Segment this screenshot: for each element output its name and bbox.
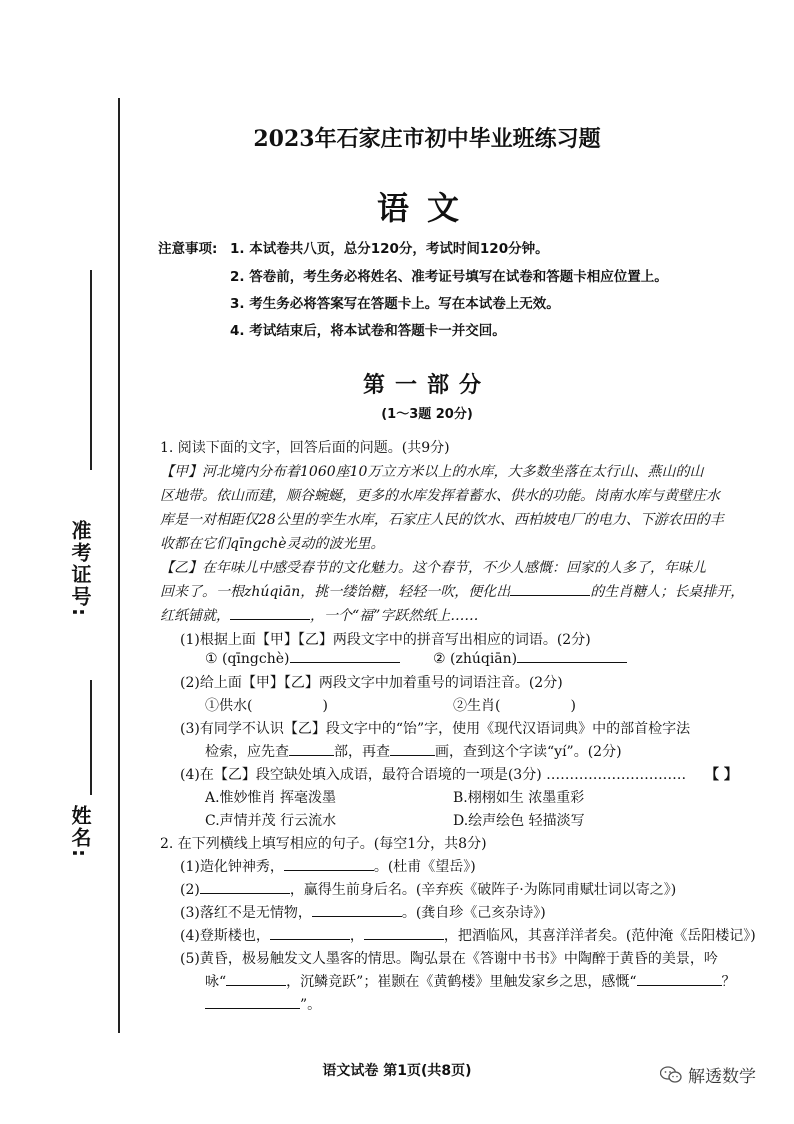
passage-a-line: 区地带。依山而建，顺谷蜿蜒，更多的水库发挥着蓄水、供水的功能。岗南水库与黄壁庄水 [160, 488, 720, 504]
q2-line5-cont [205, 971, 736, 991]
q2-text: (3)落红不是无情物， [180, 905, 312, 921]
answer-blank[interactable] [205, 994, 300, 1009]
q1-sub1-a-label: ① (qīngchè) [205, 651, 290, 667]
q2-text: (1)造化钟神秀， [180, 859, 284, 875]
watermark [660, 1062, 756, 1087]
notice-label: 注意事项: [158, 241, 218, 257]
q2-line4 [180, 925, 756, 945]
q2-text: (4)登斯楼也， [180, 928, 270, 944]
option-d[interactable]: D.绘声绘色 轻描淡写 [453, 813, 585, 829]
q1-sub4: (4)在【乙】段空缺处填入成语，最符合语境的一项是(3分) ………………………… [180, 767, 687, 783]
passage-b-text: 红纸铺就， [160, 608, 230, 624]
q1-sub1: (1)根据上面【甲】【乙】两段文字中的拼音写出相应的词语。(2分) [180, 632, 591, 648]
q2-text: 。(龚自珍《己亥杂诗》) [401, 905, 546, 921]
q1-sub2-b [453, 695, 576, 715]
answer-blank[interactable] [289, 741, 334, 756]
q1-sub3-text: 部，再查 [334, 744, 390, 760]
close-paren: ) [322, 698, 328, 714]
exam-id-label: 准考证号: [68, 520, 92, 618]
q1-sub3-line1: (3)有同学不认识【乙】段文字中的“饴”字，使用《现代汉语词典》中的部首检字法 [180, 721, 691, 737]
answer-blank[interactable] [290, 648, 400, 663]
notice-item: 2. 答卷前，考生务必将姓名、准考证号填写在试卷和答题卡相应位置上。 [230, 269, 668, 285]
q2-text: ，赢得生前身后名。(辛弃疾《破阵子·为陈同甫赋壮词以寄之》) [289, 882, 677, 898]
name-label: 姓名: [68, 805, 92, 859]
answer-blank[interactable] [510, 581, 590, 596]
q2-line1 [180, 856, 476, 876]
q1-sub2: (2)给上面【甲】【乙】两段文字中加着重号的词语注音。(2分) [180, 675, 563, 691]
section-title: 第一部分 [362, 373, 491, 398]
q2-text: ， [349, 928, 364, 944]
exam-title: 2023年石家庄市初中毕业班练习题 [253, 126, 601, 152]
q2-text: ，沉鳞竞跃”；崔颢在《黄鹤楼》里触发家乡之思，感慨“ [286, 974, 637, 990]
option-c[interactable]: C.声情并茂 行云流水 [205, 813, 337, 829]
q1-sub3-line2 [205, 741, 622, 761]
close-paren: ) [570, 698, 576, 714]
q2-stem: 2. 在下列横线上填写相应的句子。(每空1分，共8分) [160, 836, 487, 852]
answer-blank[interactable] [312, 902, 402, 917]
section-subtitle: (1～3题 20分) [381, 407, 473, 422]
q2-text: ？ [721, 974, 736, 990]
q2-line5: (5)黄昏，极易触发文人墨客的情思。陶弘景在《答谢中书书》中陶醉于黄昏的美景，吟 [180, 951, 718, 967]
passage-a-line: 【甲】河北境内分布着1060座10万立方米以上的水库，大多数坐落在太行山、燕山的山 [160, 464, 704, 480]
answer-blank[interactable] [270, 925, 350, 940]
notice-item: 3. 考生务必将答案写在答题卡上。写在本试卷上无效。 [230, 296, 560, 312]
q2-line5-end [205, 994, 321, 1014]
answer-blank[interactable] [390, 741, 435, 756]
q1-sub1-a [205, 648, 400, 667]
notice-item: 1. 本试卷共八页，总分120分，考试时间120分钟。 [230, 241, 549, 257]
q2-text: ”。 [300, 997, 322, 1013]
page-footer: 语文试卷 第1页(共8页) [322, 1063, 472, 1079]
notice-item: 4. 考试结束后，将本试卷和答题卡一并交回。 [230, 323, 506, 339]
q2-text: ，把酒临风，其喜洋洋者矣。(范仲淹《岳阳楼记》) [443, 928, 756, 944]
q2-text: (2) [180, 882, 200, 898]
passage-a-line: 库是一对相距仅28公里的孪生水库，石家庄人民的饮水、西柏坡电厂的电力、下游农田的丰 [160, 512, 724, 528]
answer-blank[interactable] [364, 925, 444, 940]
q1-stem: 1. 阅读下面的文字，回答后面的问题。(共9分) [160, 440, 450, 456]
q2-line2 [180, 879, 676, 899]
q1-sub2-a [205, 695, 328, 715]
passage-b-text: 回来了。一根zhúqiān，挑一缕饴糖，轻轻一吹，便化出 [160, 584, 511, 600]
passage-b-line: 【乙】在年味儿中感受春节的文化魅力。这个春节，不少人感慨：回家的人多了，年味儿 [160, 560, 706, 576]
q1-sub2-b-label: ②生肖( [453, 698, 501, 714]
passage-b-line [160, 605, 478, 625]
passage-a-line: 收都在它们qīngchè灵动的波光里。 [160, 536, 385, 552]
option-b[interactable]: B.栩栩如生 浓墨重彩 [453, 790, 585, 806]
q1-sub2-a-label: ①供水( [205, 698, 253, 714]
answer-blank[interactable] [637, 971, 722, 986]
name-blank [90, 680, 92, 795]
q1-sub3-text: 画，查到这个字读“yí”。(2分) [435, 744, 622, 760]
option-a[interactable]: A.惟妙惟肖 挥毫泼墨 [205, 790, 337, 806]
q2-line3 [180, 902, 546, 922]
answer-blank[interactable] [230, 605, 310, 620]
answer-bracket[interactable]: 【 】 [705, 767, 738, 783]
passage-b-text: 的生肖糖人；长桌排开， [590, 584, 745, 600]
passage-b-line [160, 581, 744, 601]
answer-blank[interactable] [226, 971, 286, 986]
q1-sub3-text: 检索，应先查 [205, 744, 289, 760]
answer-blank[interactable] [284, 856, 374, 871]
q2-text: 。(杜甫《望岳》) [373, 859, 476, 875]
binding-margin-line [118, 98, 120, 1033]
passage-b-text: ，一个“福”字跃然纸上…… [310, 608, 479, 624]
subject-title: 语文 [376, 189, 477, 227]
watermark-text: 解透数学 [688, 1067, 756, 1087]
q2-text: 咏“ [205, 974, 227, 990]
wechat-icon [660, 1066, 682, 1084]
answer-blank[interactable] [200, 879, 290, 894]
answer-blank[interactable] [517, 648, 627, 663]
q1-sub1-b [433, 648, 627, 667]
q1-sub1-b-label: ② (zhúqiān) [433, 651, 518, 667]
